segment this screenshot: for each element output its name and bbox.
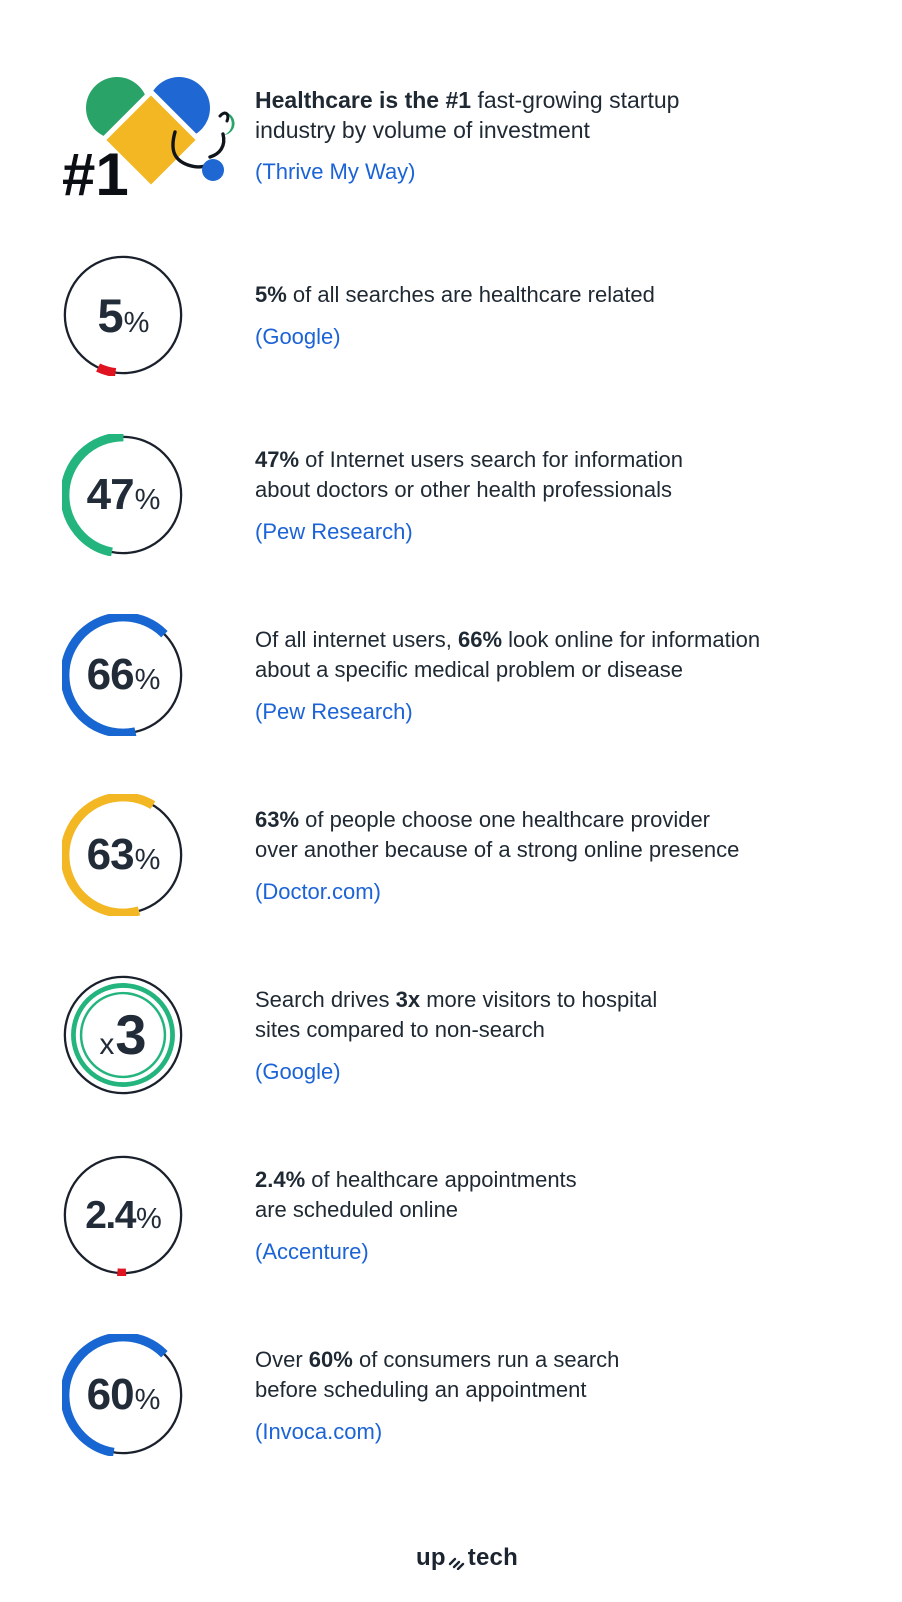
brand-tech: tech <box>467 1544 518 1571</box>
stat-text: Search drives 3x more visitors to hospital sites compared to non-search <box>255 987 658 1042</box>
healthcare-heart-logo <box>62 72 239 198</box>
stat-source-link[interactable]: (Doctor.com) <box>255 879 381 904</box>
stat-value: x3 <box>99 1003 146 1066</box>
stat-row-search-drives-3x <box>62 974 872 1096</box>
stat-value: 63% <box>86 830 161 879</box>
stat-gauge <box>62 1334 184 1456</box>
uptech-spark-icon <box>447 1550 467 1570</box>
stat-value: 47% <box>86 470 161 519</box>
uptech-logo[interactable] <box>416 1544 518 1572</box>
stat-row-look-online-66 <box>62 614 872 736</box>
stat-source-link[interactable]: (Pew Research) <box>255 519 413 544</box>
stat-value: 66% <box>86 650 161 699</box>
stat-row-healthcare-searches-5 <box>62 254 872 376</box>
stat-text: 47% of Internet users search for information about doctors or other health professionals <box>255 447 684 502</box>
hero-headline: Healthcare is the #1 fast-growing startup industry by volume of investment <box>255 87 680 143</box>
stat-source-link[interactable]: (Invoca.com) <box>255 1419 383 1444</box>
stat-gauge <box>62 254 184 376</box>
stat-gauge <box>62 974 184 1096</box>
stat-source-link[interactable]: (Google) <box>255 324 341 349</box>
stat-text: 5% of all searches are healthcare related <box>255 282 655 307</box>
stat-value: 5% <box>97 288 150 342</box>
rank-badge: #1 <box>62 141 129 198</box>
hero-row <box>62 72 872 198</box>
stat-value: 60% <box>86 1370 161 1419</box>
stat-row-choose-provider-63 <box>62 794 872 916</box>
stat-row-search-before-appointment-60 <box>62 1334 872 1456</box>
heart-stethoscope-icon <box>62 72 239 198</box>
stat-gauge <box>62 794 184 916</box>
stat-value: 2.4% <box>85 1193 162 1237</box>
brand-up: up <box>416 1544 446 1571</box>
stat-gauge <box>62 614 184 736</box>
stat-source-link[interactable]: (Accenture) <box>255 1239 369 1264</box>
stat-text: 63% of people choose one healthcare provider over another because of a strong online presence <box>255 807 740 862</box>
footer <box>62 1544 872 1602</box>
stat-source-link[interactable]: (Pew Research) <box>255 699 413 724</box>
stat-source-link[interactable]: (Google) <box>255 1059 341 1084</box>
stat-text: Over 60% of consumers run a search before scheduling an appointment <box>255 1347 620 1402</box>
stat-text: Of all internet users, 66% look online for information about a specific medical problem or disease <box>255 627 761 682</box>
stat-row-internet-users-search-47 <box>62 434 872 556</box>
hero-source-link[interactable]: (Thrive My Way) <box>255 159 416 184</box>
stat-text: 2.4% of healthcare appointments are scheduled online <box>255 1167 577 1222</box>
stats-list <box>62 254 872 1456</box>
stat-gauge <box>62 434 184 556</box>
stat-gauge <box>62 1154 184 1276</box>
stat-row-appointments-online-2-4 <box>62 1154 872 1276</box>
